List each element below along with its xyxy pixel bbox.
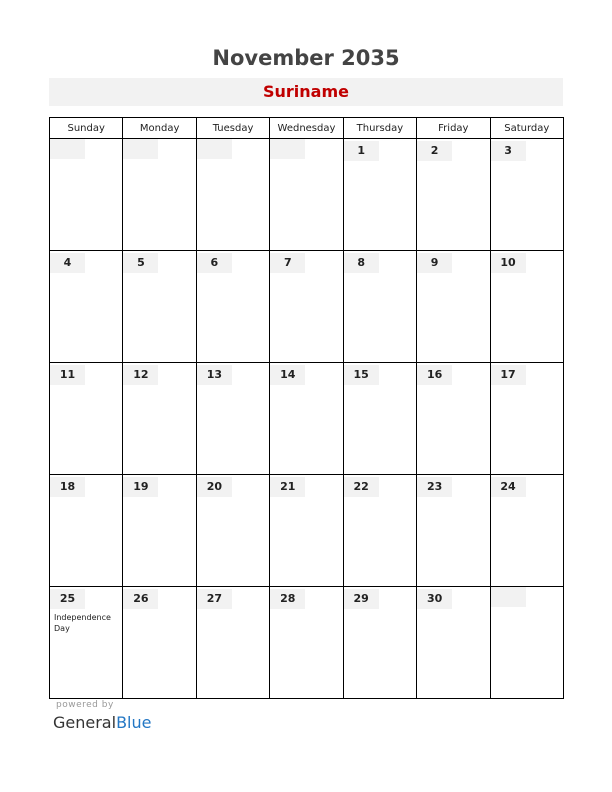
day-number: 15 bbox=[344, 365, 379, 385]
day-cell bbox=[123, 139, 196, 251]
day-cell bbox=[50, 475, 123, 587]
powered-by-label: powered by bbox=[56, 700, 114, 710]
day-number: 21 bbox=[270, 477, 305, 497]
day-number: 22 bbox=[344, 477, 379, 497]
day-cell bbox=[343, 363, 416, 475]
weekday-header-row bbox=[50, 118, 564, 139]
country-banner bbox=[49, 78, 563, 106]
weekday-monday: Monday bbox=[123, 118, 196, 139]
empty-day-marker bbox=[50, 139, 85, 159]
day-cell bbox=[123, 587, 196, 699]
holiday-label: Independence Day bbox=[54, 613, 111, 633]
calendar-grid bbox=[49, 117, 564, 699]
day-cell bbox=[417, 363, 490, 475]
country-name: Suriname bbox=[263, 82, 349, 101]
day-number: 24 bbox=[491, 477, 526, 497]
day-number: 8 bbox=[344, 253, 379, 273]
day-cell bbox=[490, 139, 563, 251]
day-number: 26 bbox=[123, 589, 158, 609]
day-number: 17 bbox=[491, 365, 526, 385]
week-row bbox=[50, 475, 564, 587]
day-cell bbox=[50, 251, 123, 363]
day-cell bbox=[270, 363, 343, 475]
day-cell bbox=[196, 587, 269, 699]
day-number: 5 bbox=[123, 253, 158, 273]
empty-day-marker bbox=[123, 139, 158, 159]
day-cell bbox=[490, 587, 563, 699]
day-cell bbox=[50, 587, 123, 699]
empty-day-marker bbox=[491, 587, 526, 607]
day-cell bbox=[417, 251, 490, 363]
weekday-saturday: Saturday bbox=[490, 118, 563, 139]
day-cell bbox=[196, 363, 269, 475]
day-number: 20 bbox=[197, 477, 232, 497]
brand-general: General bbox=[53, 713, 117, 732]
weekday-friday: Friday bbox=[417, 118, 490, 139]
day-number: 4 bbox=[50, 253, 85, 273]
day-cell bbox=[490, 363, 563, 475]
day-number: 29 bbox=[344, 589, 379, 609]
day-number: 18 bbox=[50, 477, 85, 497]
day-cell bbox=[270, 475, 343, 587]
generalblue-logo bbox=[53, 713, 151, 732]
day-number: 9 bbox=[417, 253, 452, 273]
empty-day-marker bbox=[197, 139, 232, 159]
weekday-sunday: Sunday bbox=[50, 118, 123, 139]
day-number: 30 bbox=[417, 589, 452, 609]
day-number: 14 bbox=[270, 365, 305, 385]
week-row bbox=[50, 587, 564, 699]
day-number: 27 bbox=[197, 589, 232, 609]
day-cell bbox=[50, 363, 123, 475]
day-cell bbox=[196, 475, 269, 587]
day-cell bbox=[123, 475, 196, 587]
day-number: 1 bbox=[344, 141, 379, 161]
day-number: 25 bbox=[50, 589, 85, 609]
day-number: 16 bbox=[417, 365, 452, 385]
day-number: 12 bbox=[123, 365, 158, 385]
brand-blue: Blue bbox=[116, 713, 152, 732]
day-cell bbox=[343, 139, 416, 251]
day-number: 13 bbox=[197, 365, 232, 385]
day-cell bbox=[417, 139, 490, 251]
day-cell bbox=[343, 475, 416, 587]
day-cell bbox=[270, 587, 343, 699]
day-number: 28 bbox=[270, 589, 305, 609]
day-number: 10 bbox=[491, 253, 526, 273]
day-number: 6 bbox=[197, 253, 232, 273]
day-number: 19 bbox=[123, 477, 158, 497]
week-row bbox=[50, 251, 564, 363]
day-number: 23 bbox=[417, 477, 452, 497]
day-cell bbox=[490, 251, 563, 363]
weekday-tuesday: Tuesday bbox=[196, 118, 269, 139]
day-cell bbox=[196, 251, 269, 363]
week-row bbox=[50, 363, 564, 475]
day-number: 7 bbox=[270, 253, 305, 273]
day-cell bbox=[123, 363, 196, 475]
calendar-title: November 2035 bbox=[212, 46, 400, 70]
day-number: 3 bbox=[491, 141, 526, 161]
day-cell bbox=[50, 139, 123, 251]
day-cell bbox=[490, 475, 563, 587]
day-cell bbox=[123, 251, 196, 363]
day-cell bbox=[417, 587, 490, 699]
day-number: 2 bbox=[417, 141, 452, 161]
day-cell bbox=[270, 251, 343, 363]
day-cell bbox=[270, 139, 343, 251]
weekday-thursday: Thursday bbox=[343, 118, 416, 139]
day-cell bbox=[417, 475, 490, 587]
week-row bbox=[50, 139, 564, 251]
empty-day-marker bbox=[270, 139, 305, 159]
day-cell bbox=[343, 251, 416, 363]
weekday-wednesday: Wednesday bbox=[270, 118, 343, 139]
day-cell bbox=[196, 139, 269, 251]
day-cell bbox=[343, 587, 416, 699]
day-number: 11 bbox=[50, 365, 85, 385]
